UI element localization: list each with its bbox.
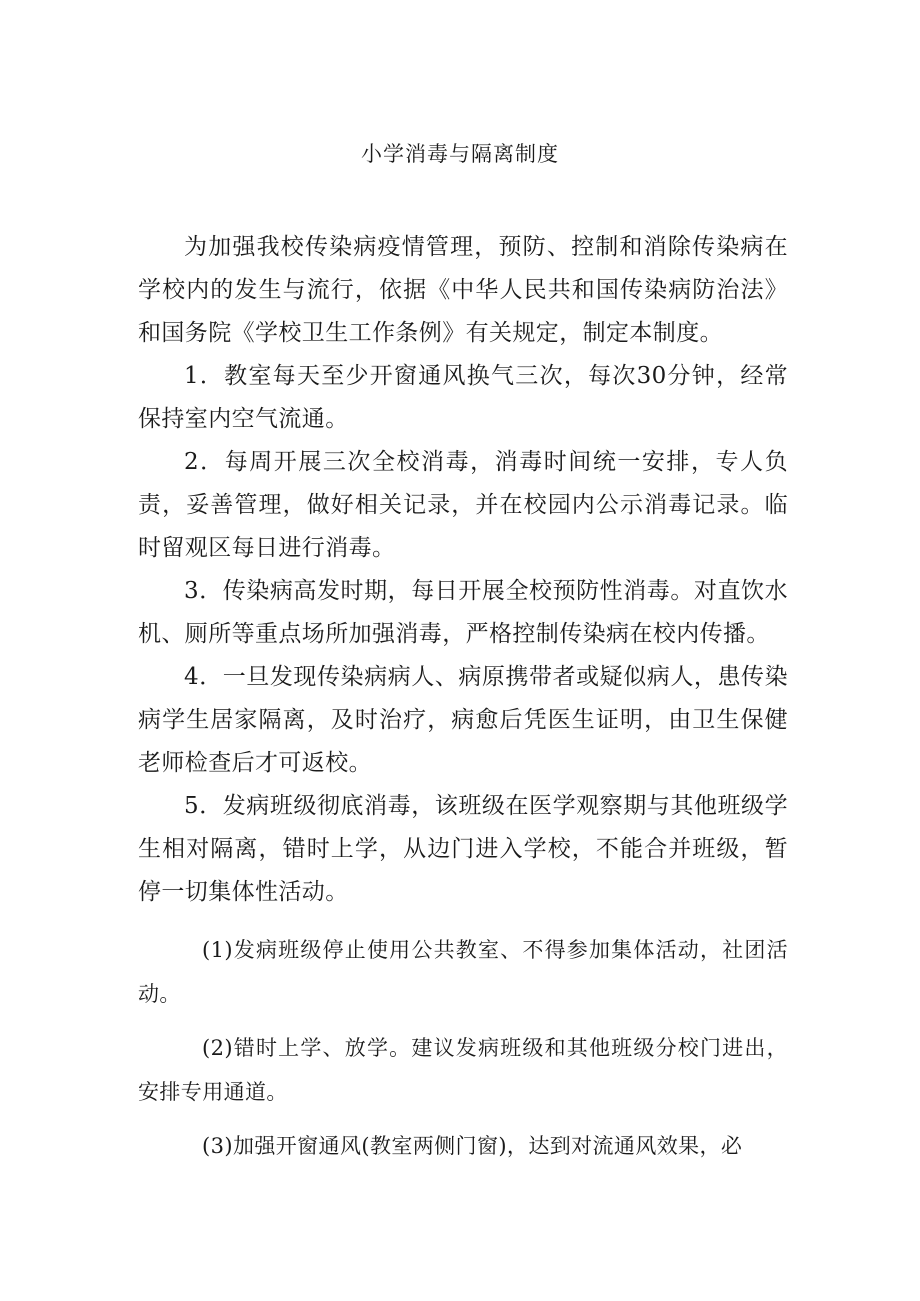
rule-paragraph-2: 2．每周开展三次全校消毒，消毒时间统一安排，专人负责，妥善管理，做好相关记录，并在校园内公示消毒记录。临时留观区每日进行消毒。 xyxy=(138,449,788,561)
sub-item-1: (1)发病班级停止使用公共教室、不得参加集体活动，社团活动。 xyxy=(138,938,788,1006)
rule-paragraph-1: 1．教室每天至少开窗通风换气三次，每次30分钟，经常保持室内空气流通。 xyxy=(138,363,788,432)
rule-paragraph-5: 5．发病班级彻底消毒，该班级在医学观察期与其他班级学生相对隔离，错时上学，从边门进入学校，不能合并班级，暂停一切集体性活动。 xyxy=(138,793,788,905)
sub-item-2: (2)错时上学、放学。建议发病班级和其他班级分校门进出，安排专用通道。 xyxy=(138,1036,788,1104)
document-title: 小学消毒与隔离制度 xyxy=(361,142,559,166)
document-body xyxy=(138,226,788,1168)
rule-paragraph-4: 4．一旦发现传染病病人、病原携带者或疑似病人，患传染病学生居家隔离，及时治疗，病愈后凭医生证明，由卫生保健老师检查后才可返校。 xyxy=(138,664,788,776)
sub-item-3: (3)加强开窗通风(教室两侧门窗)，达到对流通风效果，必 xyxy=(202,1134,743,1158)
intro-paragraph: 为加强我校传染病疫情管理，预防、控制和消除传染病在学校内的发生与流行，依据《中华人民共和国传染病防治法》和国务院《学校卫生工作条例》有关规定，制定本制度。 xyxy=(138,234,788,346)
rule-paragraph-3: 3．传染病高发时期，每日开展全校预防性消毒。对直饮水机、厕所等重点场所加强消毒，严格控制传染病在校内传播。 xyxy=(138,578,788,647)
